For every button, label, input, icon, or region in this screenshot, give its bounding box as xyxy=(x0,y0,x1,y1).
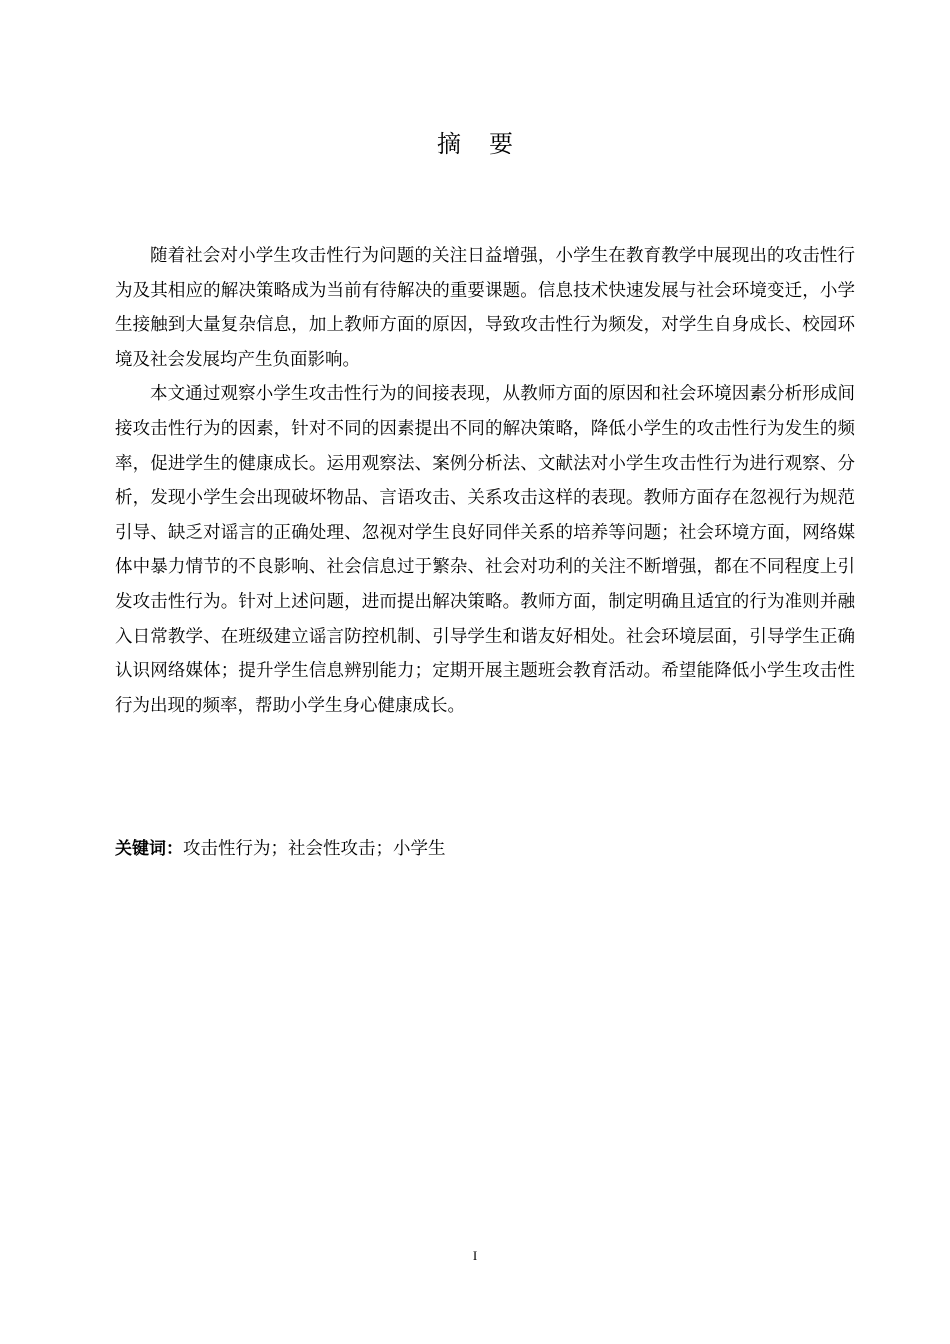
page-number: I xyxy=(472,1248,478,1263)
keywords-text: 攻击性行为；社会性攻击；小学生 xyxy=(183,839,446,859)
abstract-paragraph-1: 随着社会对小学生攻击性行为问题的关注日益增强，小学生在教育教学中展现出的攻击性行为及其相应的解决策略成为当前有待解决的重要课题。信息技术快速发展与社会环境变迁，小学生接触到大量复杂信息，加上教师方面的原因，导致攻击性行为频发，对学生自身成长、校园环境及社会发展均产生负面影响。 xyxy=(115,246,855,370)
abstract-title-char-2: 要 xyxy=(489,130,513,158)
abstract-title xyxy=(0,124,950,159)
keywords-line xyxy=(115,832,855,866)
keywords-label: 关键词： xyxy=(115,839,183,859)
abstract-body xyxy=(115,239,855,723)
abstract-title-char-1: 摘 xyxy=(437,130,461,158)
abstract-paragraph-2: 本文通过观察小学生攻击性行为的间接表现，从教师方面的原因和社会环境因素分析形成间接攻击性行为的因素，针对不同的因素提出不同的解决策略，降低小学生的攻击性行为发生的频率，促进学生的健康成长。运用观察法、案例分析法、文献法对小学生攻击性行为进行观察、分析，发现小学生会出现破坏物品、言语攻击、关系攻击这样的表现。教师方面存在忽视行为规范引导、缺乏对谣言的正确处理、忽视对学生良好同伴关系的培养等问题；社会环境方面，网络媒体中暴力情节的不良影响、社会信息过于繁杂、社会对功利的关注不断增强，都在不同程度上引发攻击性行为。针对上述问题，进而提出解决策略。教师方面，制定明确且适宜的行为准则并融入日常教学、在班级建立谣言防控机制、引导学生和谐友好相处。社会环境层面，引导学生正确认识网络媒体；提升学生信息辨别能力；定期开展主题班会教育活动。希望能降低小学生攻击性行为出现的频率，帮助小学生身心健康成长。 xyxy=(115,384,855,716)
